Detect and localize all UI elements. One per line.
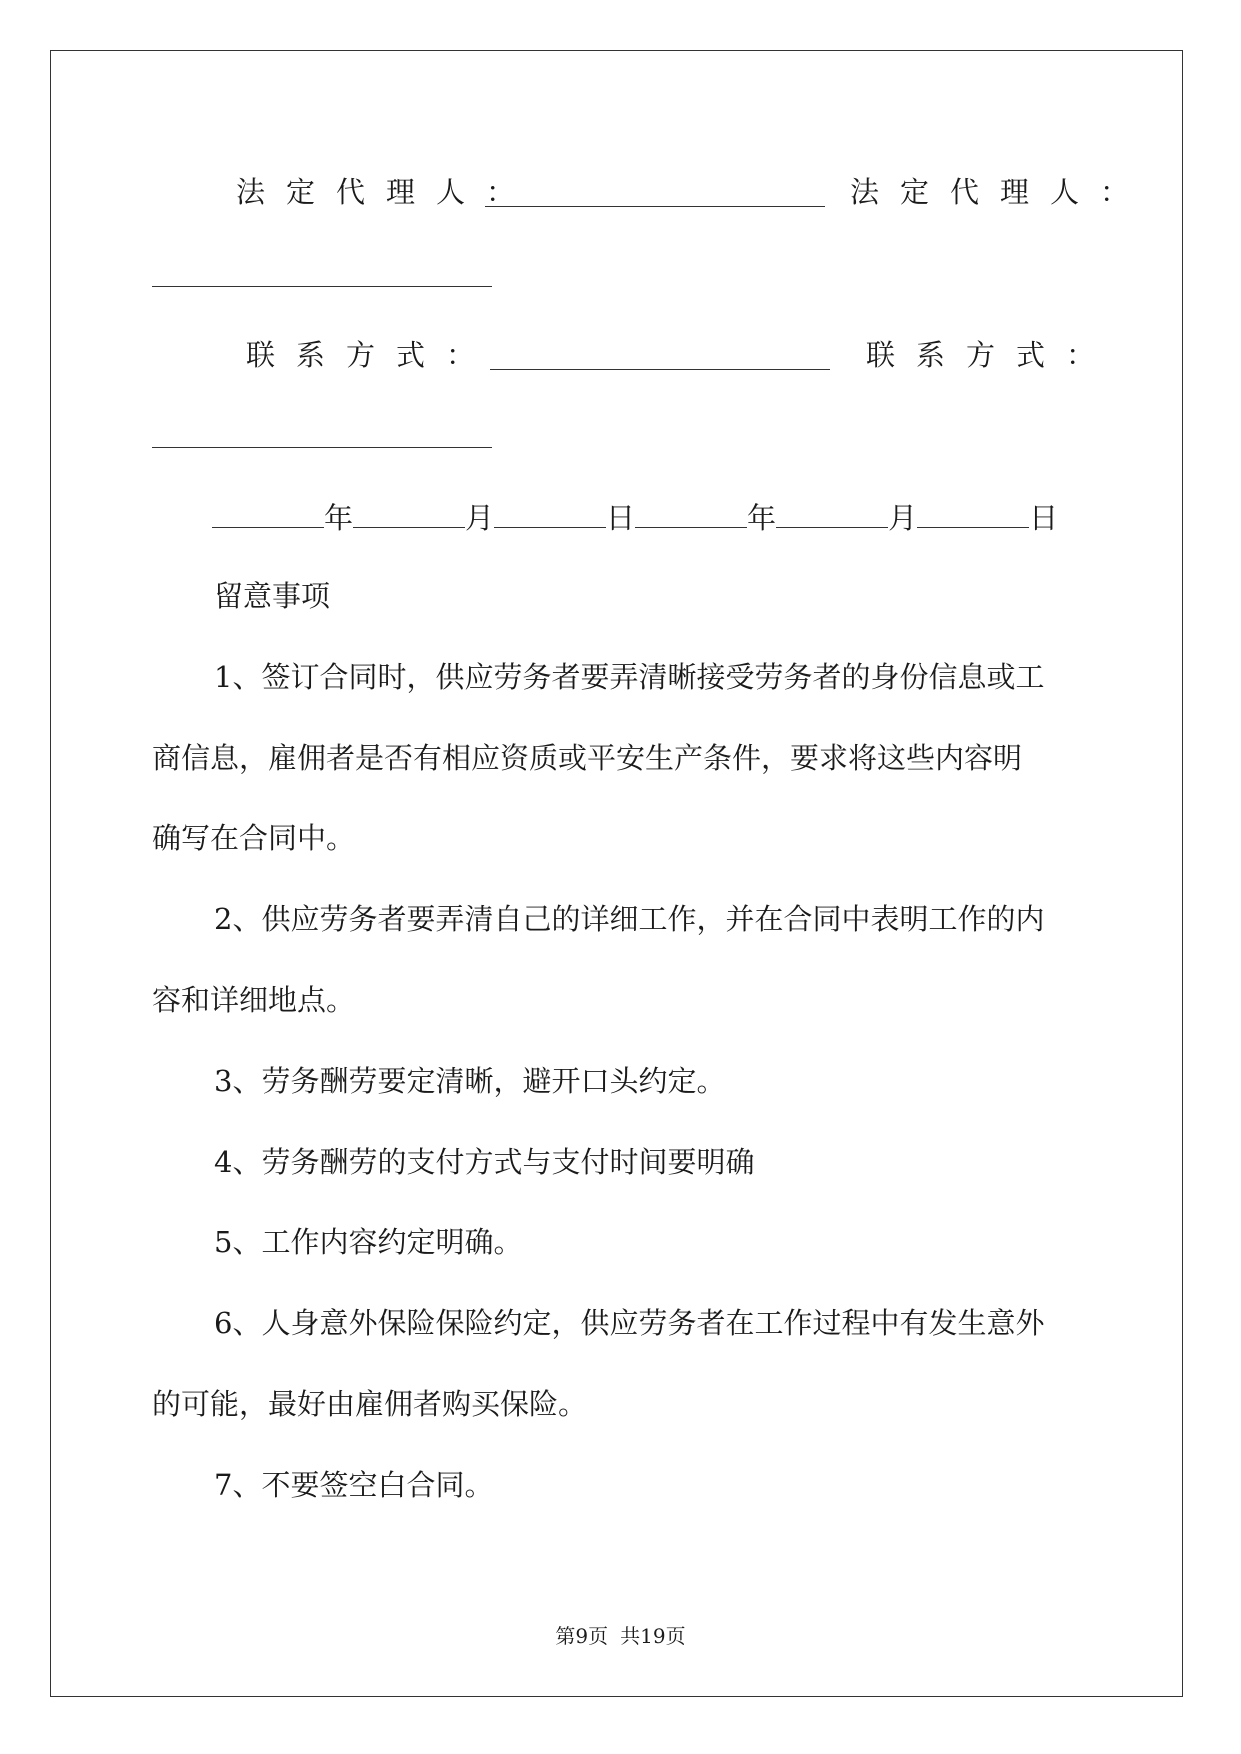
note-1-line-1: 1、签订合同时，供应劳务者要弄清晰接受劳务者的身份信息或工	[214, 660, 1045, 694]
contact-label-right: 联系方式：	[866, 338, 1117, 372]
note-6-line-1: 6、人身意外保险保险约定，供应劳务者在工作过程中有发生意外	[214, 1306, 1045, 1340]
legal-rep-blank-right[interactable]	[152, 286, 492, 287]
day-label-1: 日	[606, 501, 636, 535]
note-7: 7、不要签空白合同。	[214, 1468, 494, 1502]
page-number: 第9页	[555, 1624, 609, 1648]
page-total: 共19页	[620, 1624, 686, 1648]
notes-heading: 留意事项	[214, 579, 331, 613]
page-footer	[0, 1620, 1241, 1649]
note-1-line-2: 商信息，雇佣者是否有相应资质或平安生产条件，要求将这些内容明	[152, 741, 1023, 775]
date-row	[212, 498, 1058, 538]
page-border	[50, 50, 1183, 1697]
day-blank-1[interactable]	[494, 525, 606, 528]
note-1-line-3: 确写在合同中。	[152, 821, 356, 855]
note-4: 4、劳务酬劳的支付方式与支付时间要明确	[214, 1145, 755, 1179]
day-label-2: 日	[1029, 501, 1059, 535]
legal-rep-blank-left[interactable]	[485, 206, 825, 207]
legal-rep-label-right: 法定代理人：	[850, 175, 1151, 209]
note-2-line-1: 2、供应劳务者要弄清自己的详细工作，并在合同中表明工作的内	[214, 902, 1045, 936]
month-label-1: 月	[465, 501, 495, 535]
month-blank-2[interactable]	[776, 525, 888, 528]
day-blank-2[interactable]	[917, 525, 1029, 528]
year-blank-2[interactable]	[635, 525, 747, 528]
note-3: 3、劳务酬劳要定清晰，避开口头约定。	[214, 1064, 726, 1098]
note-5: 5、工作内容约定明确。	[214, 1225, 523, 1259]
contact-label-left: 联系方式：	[246, 338, 497, 372]
note-2-line-2: 容和详细地点。	[152, 983, 356, 1017]
legal-rep-label-left: 法定代理人：	[236, 175, 537, 209]
month-label-2: 月	[888, 501, 918, 535]
year-label-1: 年	[324, 501, 354, 535]
year-label-2: 年	[747, 501, 777, 535]
year-blank-1[interactable]	[212, 525, 324, 528]
month-blank-1[interactable]	[353, 525, 465, 528]
contact-blank-right[interactable]	[152, 447, 492, 448]
contact-blank-left[interactable]	[490, 369, 830, 370]
note-6-line-2: 的可能，最好由雇佣者购买保险。	[152, 1387, 588, 1421]
